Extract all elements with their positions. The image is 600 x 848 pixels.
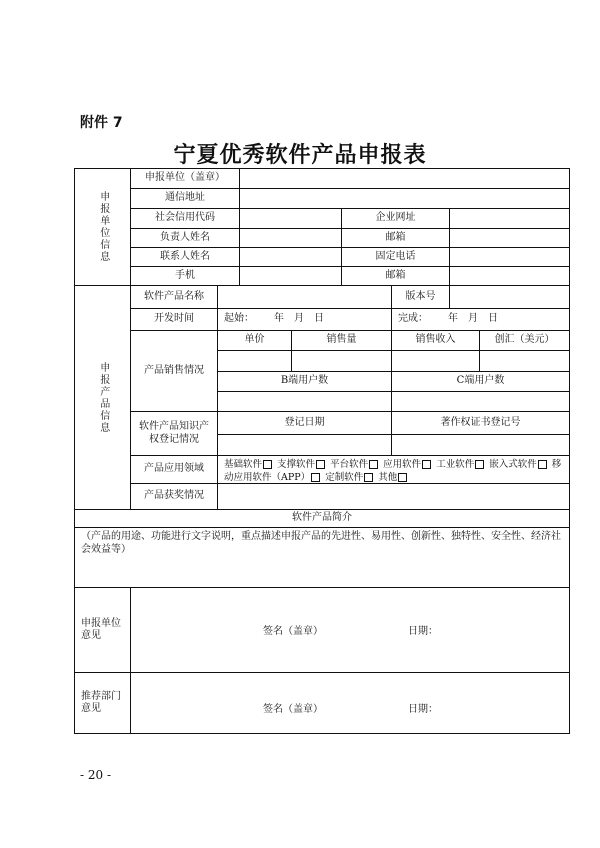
unit-price-field[interactable] [217,350,292,372]
field-label: 产品应用领域 [130,455,218,484]
copyright-no-label: 著作权证书登记号 [391,411,570,435]
option-other[interactable]: 其他 [378,472,409,483]
product-section-label: 申报产品信息 [74,285,131,510]
attachment-label: 附件 7 [80,115,123,131]
address-field[interactable] [239,188,570,209]
dev-time-label: 开发时间 [130,308,218,331]
unit-price-label: 单价 [217,330,292,351]
unit-name-field[interactable] [239,168,570,189]
contact-email-label: 邮箱 [341,266,450,286]
option-embedded[interactable]: 嵌入式软件 [489,459,549,470]
awards-label: 产品获奖情况 [130,483,218,510]
field-options [217,455,570,484]
contact-name-label: 联系人姓名 [130,247,240,267]
checkbox-icon [316,460,325,469]
reg-date-label: 登记日期 [217,411,392,435]
unit-section-label: 申报单位信息 [74,168,131,286]
option-mobile-app[interactable]: 移动应用软件（APP） [224,459,562,483]
credit-code-field[interactable] [239,208,342,229]
option-custom[interactable]: 定制软件 [325,472,375,483]
checkbox-icon [311,473,320,482]
sales-volume-field[interactable] [291,350,392,372]
page-number: - 20 - [80,768,112,782]
landline-label: 固定电话 [341,247,450,267]
option-basic[interactable]: 基础软件 [224,459,274,470]
ip-label: 软件产品知识产权登记情况 [130,411,218,456]
c-users-field[interactable] [391,391,570,412]
form-title: 宁夏优秀软件产品申报表 [173,142,427,168]
checkbox-icon [263,460,272,469]
version-label: 版本号 [391,285,450,309]
checkbox-icon [475,460,484,469]
dept-sign-label: 签名（盖章） [263,704,323,715]
copyright-no-field[interactable] [391,434,570,456]
sales-volume-label: 销售量 [291,330,392,351]
version-field[interactable] [449,285,570,309]
credit-code-label: 社会信用代码 [130,208,240,229]
intro-instruction: （产品的用途、功能进行文字说明，重点描述申报产品的先进性、易用性、创新性、独特性、安全性、经济社会效益等） [81,531,561,555]
option-platform[interactable]: 平台软件 [330,459,380,470]
checkbox-icon [422,460,431,469]
awards-field[interactable] [217,483,570,510]
leader-name-field[interactable] [239,228,342,248]
product-name-field[interactable] [217,285,392,309]
landline-field[interactable] [449,247,570,267]
unit-opinion-label: 申报单位意见 [74,587,131,673]
checkbox-icon [369,460,378,469]
b-users-label: B端用户数 [217,371,392,392]
leader-email-label: 邮箱 [341,228,450,248]
end-label: 完成： [398,313,428,325]
unit-sign-label: 签名（盖章） [263,626,323,637]
address-label: 通信地址 [130,188,240,209]
checkbox-icon [398,473,407,482]
dept-date-label: 日期： [408,704,438,715]
option-industrial[interactable]: 工业软件 [436,459,486,470]
unit-name-label: 申报单位（盖章） [130,168,240,189]
start-date-template: 年 月 日 [274,313,324,325]
dev-end-field[interactable] [391,308,570,331]
sales-revenue-label: 销售收入 [391,330,480,351]
c-users-label: C端用户数 [391,371,570,392]
forex-label: 创汇（美元） [479,330,570,351]
b-users-field[interactable] [217,391,392,412]
mobile-label: 手机 [130,266,240,286]
mobile-field[interactable] [239,266,342,286]
leader-email-field[interactable] [449,228,570,248]
start-label: 起始： [224,313,254,325]
leader-name-label: 负责人姓名 [130,228,240,248]
contact-name-field[interactable] [239,247,342,267]
end-date-template: 年 月 日 [448,313,498,325]
contact-email-field[interactable] [449,266,570,286]
website-label: 企业网址 [341,208,450,229]
product-name-label: 软件产品名称 [130,285,218,309]
option-support[interactable]: 支撑软件 [277,459,327,470]
intro-title: 软件产品简介 [74,509,570,528]
checkbox-icon [538,460,547,469]
dev-start-field[interactable] [217,308,392,331]
intro-field[interactable] [74,527,570,588]
checkbox-icon [364,473,373,482]
sales-revenue-field[interactable] [391,350,480,372]
website-field[interactable] [449,208,570,229]
unit-date-label: 日期： [408,626,438,637]
forex-field[interactable] [479,350,570,372]
option-application[interactable]: 应用软件 [383,459,433,470]
sales-label: 产品销售情况 [130,330,218,412]
dept-opinion-field[interactable] [130,672,570,734]
dept-opinion-label: 推荐部门意见 [74,672,131,734]
unit-opinion-field[interactable] [130,587,570,673]
reg-date-field[interactable] [217,434,392,456]
